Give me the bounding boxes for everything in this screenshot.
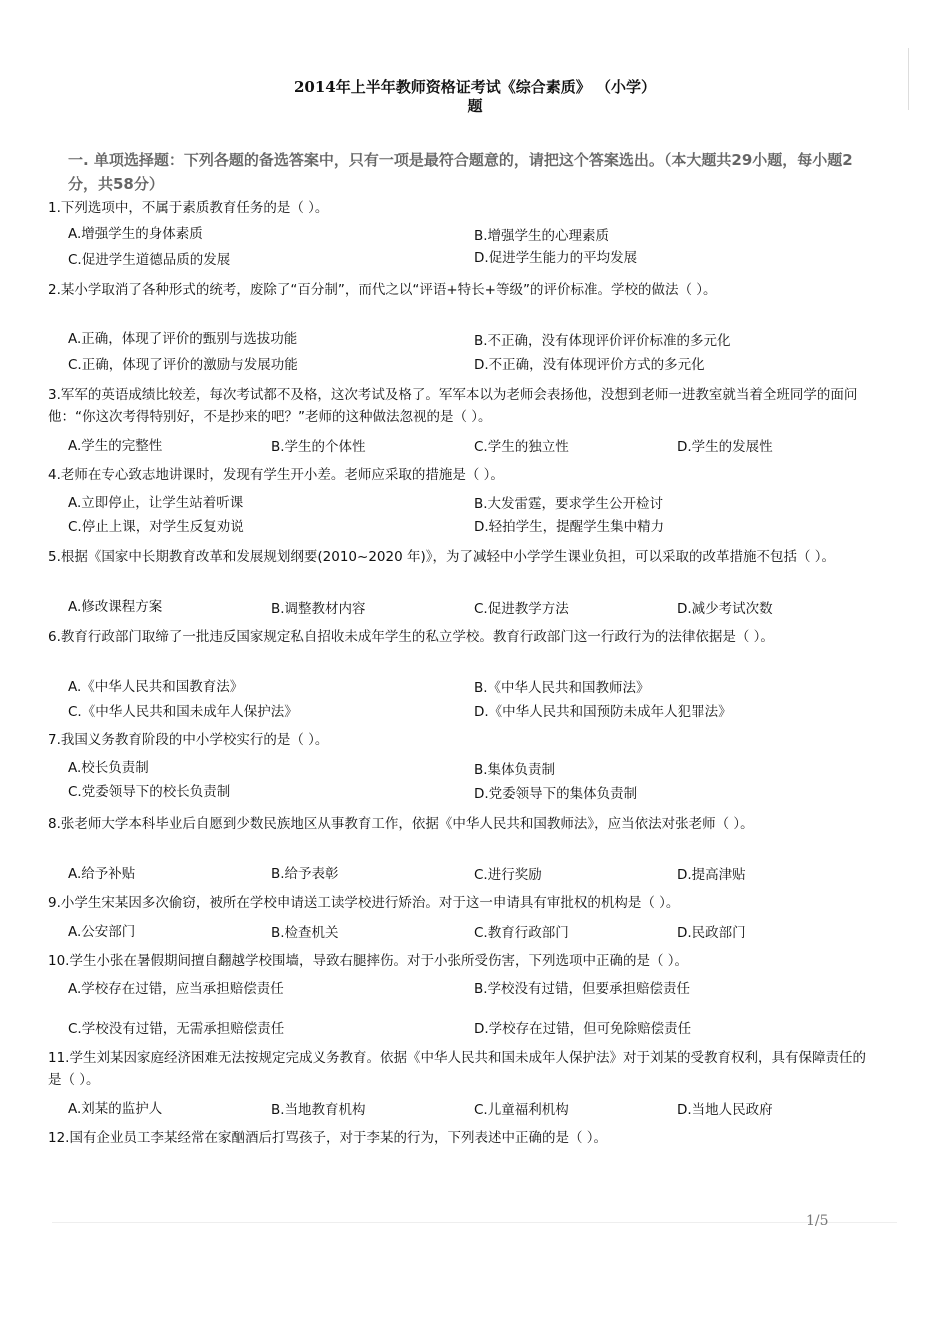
option-a: A.给予补贴 [68, 866, 136, 882]
option-d: D.减少考试次数 [677, 601, 773, 617]
question-stem: 7.我国义务教育阶段的中小学校实行的是（ ）。 [48, 732, 329, 748]
option-b: B.不正确，没有体现评价评价标准的多元化 [474, 333, 731, 349]
option-b: B.增强学生的心理素质 [474, 228, 610, 244]
option-b: B.大发雷霆，要求学生公开检讨 [474, 496, 664, 512]
option-c: C.儿童福利机构 [474, 1102, 569, 1118]
exam-title-continued: 题 [467, 97, 483, 115]
option-a: A.学校存在过错，应当承担赔偿责任 [68, 981, 284, 997]
question-stem: 6.教育行政部门取缔了一批违反国家规定私自招收未成年学生的私立学校。教育行政部门这一行政行为的法律依据是（ ）。 [48, 629, 774, 645]
option-b: B.集体负责制 [474, 762, 556, 778]
question-stem: 1.下列选项中，不属于素质教育任务的是（ ）。 [48, 200, 329, 216]
option-b: B.学校没有过错，但要承担赔偿责任 [474, 981, 691, 997]
option-c: C.促进学生道德品质的发展 [68, 252, 231, 268]
option-d: D.党委领导下的集体负责制 [474, 786, 638, 802]
option-a: A.公安部门 [68, 924, 136, 940]
option-d: D.学生的发展性 [677, 439, 773, 455]
page-number: 1/5 [806, 1213, 829, 1229]
option-a: A.立即停止，让学生站着听课 [68, 495, 244, 511]
question-stem: 10.学生小张在暑假期间擅自翻越学校围墙，导致右腿摔伤。对于小张所受伤害，下列选项中正确的是（ ）。 [48, 953, 689, 969]
option-c: C.停止上课，对学生反复劝说 [68, 519, 244, 535]
option-d: D.提高津贴 [677, 867, 746, 883]
option-b: B.《中华人民共和国教师法》 [474, 680, 650, 696]
question-stem: 11.学生刘某因家庭经济困难无法按规定完成义务教育。依据《中华人民共和国未成年人保护法》对于刘某的受教育权利，具有保障责任的是（ ）。 [48, 1050, 866, 1088]
option-b: B.学生的个体性 [271, 439, 366, 455]
option-b: B.给予表彰 [271, 866, 339, 882]
option-d: D.学校存在过错，但可免除赔偿责任 [474, 1021, 692, 1037]
option-c: C.促进教学方法 [474, 601, 569, 617]
option-b: B.调整教材内容 [271, 601, 366, 617]
question-stem: 4.老师在专心致志地讲课时，发现有学生开小差。老师应采取的措施是（ ）。 [48, 467, 504, 483]
question-stem: 12.国有企业员工李某经常在家酗酒后打骂孩子，对于李某的行为，下列表述中正确的是（ ）。 [48, 1130, 608, 1146]
option-b: B.当地教育机构 [271, 1102, 366, 1118]
footer-divider [52, 1222, 897, 1223]
question-stem: 5.根据《国家中长期教育改革和发展规划纲要(2010~2020 年)》，为了减轻中小学学生课业负担，可以采取的改革措施不包括（ ）。 [48, 549, 836, 565]
question-stem: 9.小学生宋某因多次偷窃，被所在学校申请送工读学校进行矫治。对于这一申请具有审批权的机构是（ ）。 [48, 895, 680, 911]
option-d: D.《中华人民共和国预防未成年人犯罪法》 [474, 704, 732, 720]
option-a: A.修改课程方案 [68, 599, 163, 615]
option-b: B.检查机关 [271, 925, 339, 941]
option-c: C.正确，体现了评价的激励与发展功能 [68, 357, 298, 373]
option-c: C.教育行政部门 [474, 925, 569, 941]
question-stem: 8.张老师大学本科毕业后自愿到少数民族地区从事教育工作，依据《中华人民共和国教师法》，应当依法对张老师（ ）。 [48, 816, 754, 832]
question-stem: 3.军军的英语成绩比较差，每次考试都不及格，这次考试及格了。军军本以为老师会表扬他，没想到老师一进教室就当着全班同学的面问他：“你这次考得特别好，不是抄来的吧？”老师的这种做法忽视的是（ ）。 [48, 387, 858, 425]
option-c: C.进行奖励 [474, 867, 542, 883]
option-d: D.轻拍学生，提醒学生集中精力 [474, 519, 665, 535]
option-a: A.增强学生的身体素质 [68, 226, 203, 242]
option-a: A.学生的完整性 [68, 438, 163, 454]
option-c: C.学校没有过错，无需承担赔偿责任 [68, 1021, 285, 1037]
option-d: D.民政部门 [677, 925, 746, 941]
option-c: C.《中华人民共和国未成年人保护法》 [68, 704, 298, 720]
option-a: A.《中华人民共和国教育法》 [68, 679, 244, 695]
exam-title: 2014年上半年教师资格证考试《综合素质》 （小学） [294, 78, 656, 96]
option-d: D.促进学生能力的平均发展 [474, 250, 638, 266]
question-stem: 2.某小学取消了各种形式的统考，废除了“百分制”，而代之以“评语+特长+等级”的评价标准。学校的做法（ ）。 [48, 282, 717, 298]
option-d: D.不正确，没有体现评价方式的多元化 [474, 357, 705, 373]
option-c: C.学生的独立性 [474, 439, 569, 455]
option-c: C.党委领导下的校长负责制 [68, 784, 231, 800]
option-a: A.刘某的监护人 [68, 1101, 163, 1117]
option-a: A.正确，体现了评价的甄别与选拔功能 [68, 331, 298, 347]
section-header: 一. 单项选择题：下列各题的备选答案中，只有一项是最符合题意的，请把这个答案选出。（本大题共29小题，每小题2分，共58分） [68, 151, 853, 193]
option-d: D.当地人民政府 [677, 1102, 773, 1118]
option-a: A.校长负责制 [68, 760, 149, 776]
